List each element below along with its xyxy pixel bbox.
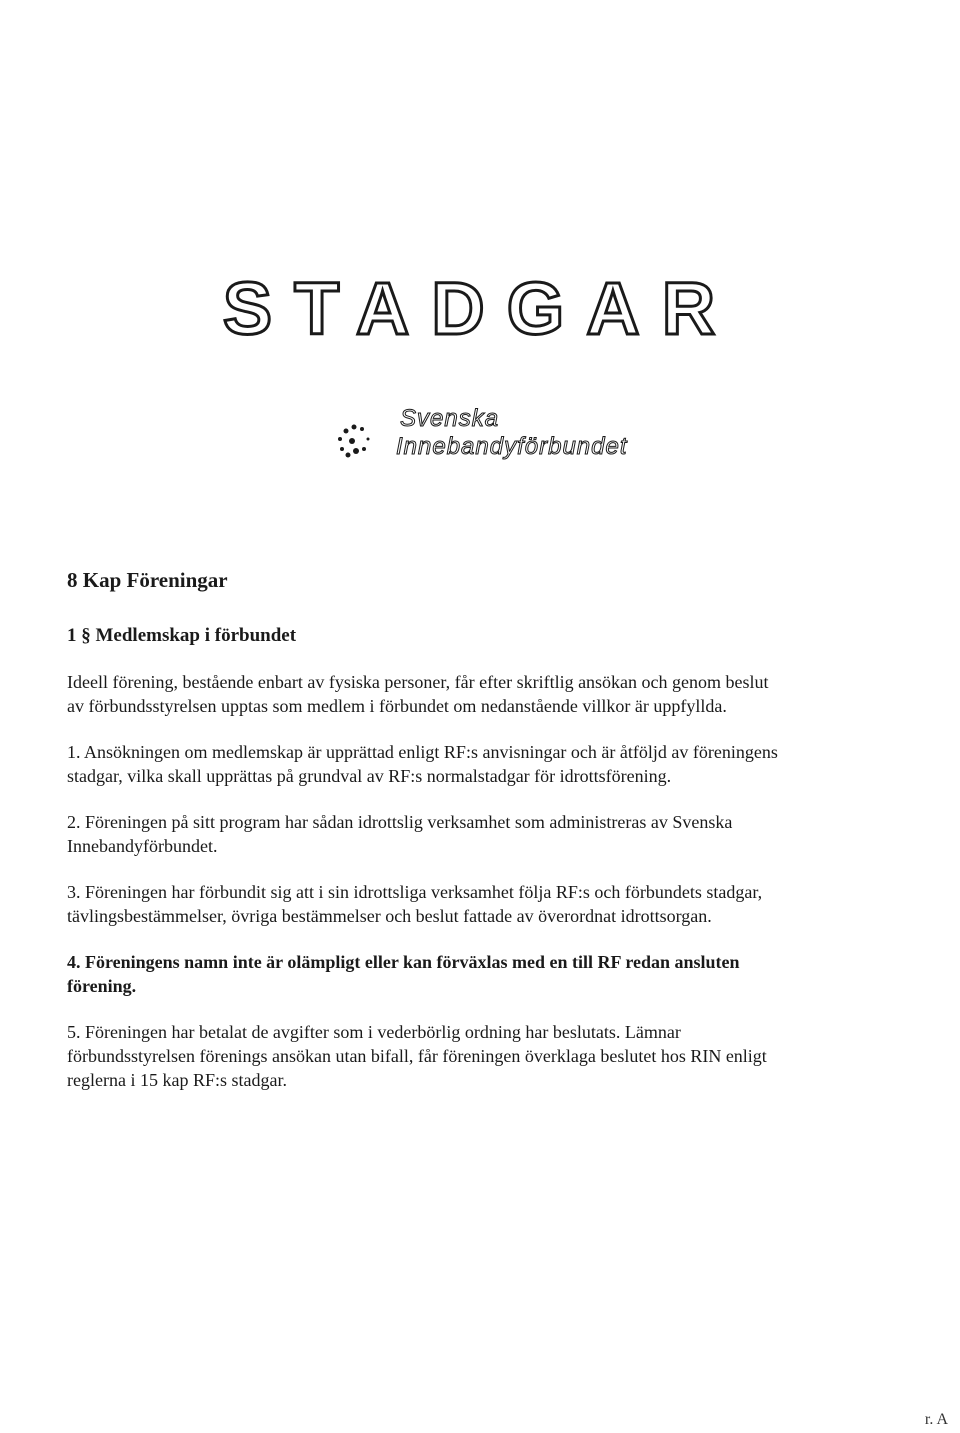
document-body: [67, 568, 787, 1114]
chapter-heading: 8 Kap Föreningar: [67, 568, 228, 592]
condition-3: 3. Föreningen har förbundit sig att i sin idrottsliga verksamhet följa RF:s och förbundets stadgar, tävlingsbestämmelser, övriga bestämmelser och beslut fattade av överordnat idrottsorgan.: [67, 881, 763, 926]
floorball-logo-icon: [326, 405, 386, 461]
federation-logo: [326, 405, 656, 465]
condition-5: 5. Föreningen har betalat de avgifter som i vederbörlig ordning har beslutats. Lämnar förbundsstyrelsen förenings ansökan utan bifall, får föreningen överklaga beslutet hos RIN enligt reglerna i 15 kap RF:s stadgar.: [67, 1021, 767, 1090]
condition-1: 1. Ansökningen om medlemskap är upprättad enligt RF:s anvisningar och är åtföljd av föreningens stadgar, vilka skall upprättas på grundval av RF:s normalstadgar för idrottsförening.: [67, 741, 778, 786]
condition-2: 2. Föreningen på sitt program har sådan idrottslig verksamhet som administreras av Svenska Innebandyförbundet.: [67, 811, 733, 856]
logo-line-innebandyforbundet: Innebandyförbundet: [396, 433, 628, 460]
intro-paragraph: Ideell förening, bestående enbart av fysiska personer, får efter skriftlig ansökan och genom beslut av förbundsstyrelsen upptas som medlem i förbundet om nedanstående villkor är uppfyllda.: [67, 671, 769, 716]
logo-line-svenska: Svenska: [400, 405, 500, 432]
document-title: STADGAR: [222, 267, 738, 350]
section-heading: 1 § Medlemskap i förbundet: [67, 625, 297, 647]
page-mark: r. A: [924, 1411, 948, 1428]
condition-4: 4. Föreningens namn inte är olämpligt eller kan förväxlas med en till RF redan ansluten förening.: [67, 951, 740, 996]
